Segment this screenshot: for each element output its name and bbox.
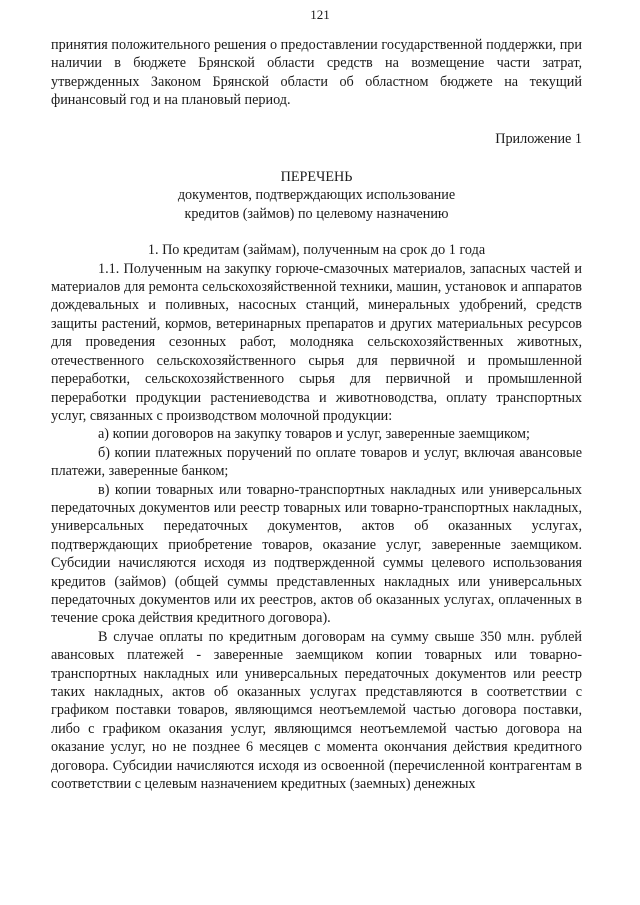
document-title: ПЕРЕЧЕНЬ	[280, 169, 353, 186]
appendix-label: Приложение 1	[495, 130, 582, 147]
page-number: 121	[310, 7, 330, 22]
section-heading-1: 1. По кредитам (займам), полученным на срок до 1 года	[147, 242, 486, 259]
paragraph-1-1: 1.1. Полученным на закупку горюче-смазочных материалов, запасных частей и материалов для ремонта сельскохозяйственной техники, машин, установок и аппаратов дождевальных и поливных, насосных станций, минеральных удобрений, средств защиты растений, кормов, ветеринарных препаратов и других материальных ресурсов для проведения сезонных работ, молодняка сельскохозяйственных животных, отечественного сельскохозяйственного сырья для первичной и промышленной переработки, сельскохозяйственного сырья для первичной и промышленной переработки продукции растениеводства и животноводства, оплату транспортных услуг, связанных с производством молочной продукции:	[51, 260, 582, 424]
list-item-c: в) копии товарных или товарно-транспортных накладных или универсальных передаточных документов или реестр товарных или товарно-транспортных накладных, универсальных передаточных документов, актов об оказанных услугах, подтверждающих приобретение товаров, оказание услуг, заверенные заемщиком. Субсидии начисляются исходя из подтвержденной суммы целевого использования кредитов (займов) (общей суммы представленных накладных или универсальных передаточных документов или их реестров, актов об оказанных услугах, оплаченных в течение срока действия кредитного договора).	[51, 481, 582, 627]
paragraph-continuation: принятия положительного решения о предоставлении государственной поддержки, при наличии в бюджете Брянской области средств на возмещение части затрат, утвержденных Законом Брянской области об областном бюджете на текущий финансовый год и на плановый период.	[51, 37, 582, 109]
paragraph-advance-payments: В случае оплаты по кредитным договорам на сумму свыше 350 млн. рублей авансовых платежей - заверенные заемщиком копии товарных или товарно-транспортных накладных или универсальных передаточных документов или реестр таких накладных, актов об оказанных услугах представляются в соответствии с графиком поставки товаров, являющимся неотъемлемой частью договора поставки, либо с графиком оказания услуг, являющимся неотъемлемой частью договора на оказание услуг, но не позднее 6 месяцев с момента окончания действия кредитного договора. Субсидии начисляются исходя из освоенной (перечисленной контрагентам в соответствии с целевым назначением кредитных (заемных) денежных	[51, 628, 582, 793]
document-body	[51, 36, 582, 793]
list-item-b: б) копии платежных поручений по оплате товаров и услуг, включая авансовые платежи, заверенные банком;	[51, 444, 582, 480]
list-item-a: а) копии договоров на закупку товаров и услуг, заверенные заемщиком;	[98, 426, 530, 443]
document-subtitle-line-1: документов, подтверждающих использование	[177, 187, 456, 204]
document-subtitle-line-2: кредитов (займов) по целевому назначению	[184, 205, 449, 222]
